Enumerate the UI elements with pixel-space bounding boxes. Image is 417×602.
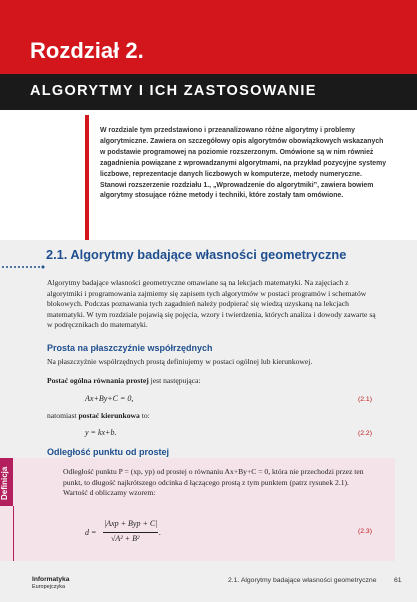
general-form-term: Postać ogólna równania prostej: [47, 376, 149, 385]
book-title-line1: Informatyka: [32, 576, 70, 583]
distance-formula: [85, 519, 205, 547]
chapter-number: Rozdział 2.: [30, 38, 144, 63]
slope-form-term: postać kierunkowa: [78, 411, 140, 420]
subsection-heading-line: Prosta na płaszczyźnie współrzędnych: [47, 343, 213, 353]
general-form-rest: jest następująca:: [148, 376, 201, 385]
line-definition-text: Na płaszczyźnie współrzędnych prostą definiujemy w postaci ogólnej lub kierunkowej.: [47, 357, 313, 366]
page-number: 61: [394, 577, 402, 584]
subsection-heading-distance: Odległość punktu od prostej: [47, 447, 170, 457]
chapter-intro: W rozdziale tym przedstawiono i przeanalizowano różne algorytmy i problemy algorytmiczne. Zawiera on szczegółowy opis algorytmów obowiązkowych wskazanych w podstawie programowej na poziomie rozszerzonym. Omówione są w nim również zagadnienia powiązane z wprowadzanymi algorytmami, na przykład pozycyjne systemy liczbowe, reprezentacje danych liczbowych w komputerze, metody numeryczne. Stanowi rozszerzenie rozdziału 1., „Wprowadzenie do algorytmiki”, zawiera bowiem algorytmy stosujące różne metody i techniki, które zostały tam omówione.: [100, 127, 387, 200]
definition-tab-label: Definicja: [0, 466, 9, 500]
section-dots-decoration: [0, 262, 46, 272]
slope-form-text: [47, 411, 377, 422]
general-form-text: [47, 376, 377, 387]
formula-end: .: [159, 528, 161, 537]
running-title: 2.1. Algorytmy badające własności geometryczne: [228, 577, 377, 584]
slope-form-pre: natomiast: [47, 411, 79, 420]
chapter-band: [0, 0, 417, 74]
chapter-title-band: [0, 74, 417, 110]
definition-rule: [13, 506, 14, 561]
book-title: [32, 576, 69, 591]
equation-general: Ax+By+C = 0,: [85, 394, 134, 403]
intro-accent-bar: [85, 115, 89, 240]
formula-denominator: √A² + B²: [111, 534, 140, 543]
equation-number-2-1: (2.1): [358, 396, 372, 403]
section-lead: Algorytmy badające własności geometryczne omawiane są na lekcjach matematyki. Na zajęciach z algorytmiki i programowania zajmiemy się zapisem tych algorytmów w postaci programów i schematów blokowych. Podczas poznawania tych zagadnień należy podpierać się wiedzą uzyskaną na lekcjach matematyki. W tym rozdziale pojawią się pojęcia, wzory i twierdzenia, których analiza i dowody zawarte są w podręcznikach do matematyki.: [47, 278, 376, 330]
slope-form-rest: to:: [139, 411, 150, 420]
equation-number-2-2: (2.2): [358, 430, 372, 437]
chapter-title: ALGORYTMY I ICH ZASTOSOWANIE: [30, 83, 317, 99]
section-title: 2.1. Algorytmy badające własności geometryczne: [46, 247, 347, 262]
equation-slope: y = kx+b.: [85, 428, 117, 437]
formula-lhs: d =: [85, 528, 97, 537]
definition-text: Odległość punktu P = (xp, yp) od prostej o równaniu Ax+By+C = 0, która nie przechodzi przez ten punkt, to długość najkrótszego odcinka d łączącego prostą z tym punktem (patrz rysunek 2.1). Wartość d obliczamy wzorem:: [63, 467, 364, 498]
formula-numerator: |Axp + Byp + C|: [104, 519, 158, 528]
equation-number-2-3: (2.3): [358, 528, 372, 535]
formula-fraction-bar: [103, 532, 158, 533]
book-title-line2: Europejczyka: [32, 583, 66, 590]
